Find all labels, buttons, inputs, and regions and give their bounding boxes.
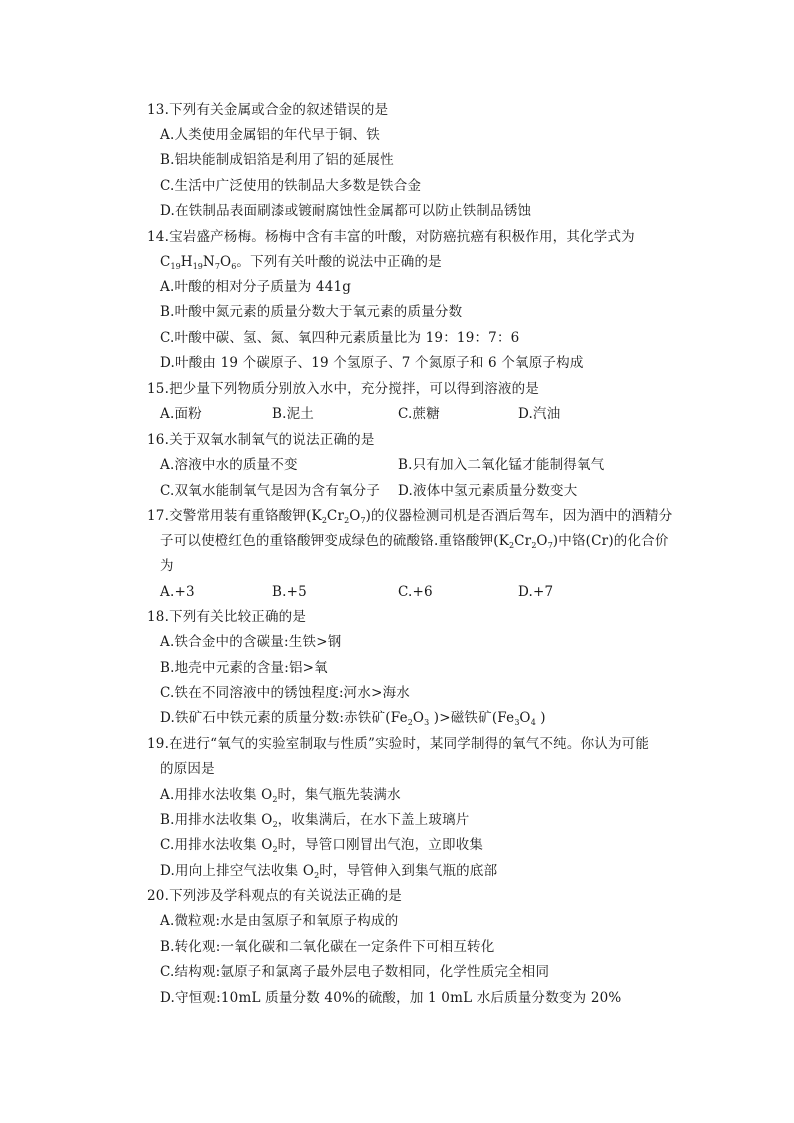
- q19d-sub: 2: [314, 871, 320, 880]
- question-20-option-d: D.守恒观:10mL 质量分数 40%的硫酸，加 1 0mL 水后质量分数变为 20%: [160, 990, 622, 1006]
- question-15-option-a: A.面粉: [160, 406, 202, 422]
- q17-sub-o: 7: [360, 516, 366, 525]
- question-16-option-d: D.液体中氢元素质量分数变大: [398, 483, 578, 499]
- question-13-option-a: A.人类使用金属铝的年代早于铜、铁: [160, 127, 380, 143]
- question-19-stem: 19.在进行“氧气的实验室制取与性质”实验时，某同学制得的氧气不纯。你认为可能: [147, 736, 650, 752]
- q18d-text-b: O: [412, 710, 425, 726]
- formula-o: O: [220, 254, 232, 270]
- q17-text-a: 17.交警常用装有重铬酸钾(K: [147, 508, 322, 524]
- question-16-stem: 16.关于双氧水制氧气的说法正确的是: [147, 432, 375, 448]
- q18d-sub-2: 3: [424, 718, 430, 727]
- q17-line2-cr: Cr: [514, 533, 532, 549]
- formula-h: H: [180, 254, 193, 270]
- question-20-option-a: A.微粒观:水是由氢原子和氧原子构成的: [160, 913, 399, 929]
- q17-text-d: )的仪器检测司机是否酒后驾车，因为酒中的酒精分: [365, 508, 673, 524]
- question-17-option-c: C.+6: [398, 584, 433, 600]
- q17-line2-sub-k: 2: [509, 541, 515, 550]
- q17-sub-k: 2: [321, 516, 327, 525]
- q19a-text-b: 时，集气瓶先装满水: [277, 787, 401, 803]
- formula-o-sub: 6: [231, 262, 237, 271]
- question-15-option-c: C.蔗糖: [398, 406, 440, 422]
- question-18-option-b: B.地壳中元素的含量:铝>氧: [160, 660, 328, 676]
- question-16-option-b: B.只有加入二氧化锰才能制得氧气: [398, 457, 605, 473]
- question-18-option-c: C.铁在不同溶液中的锈蚀程度:河水>海水: [160, 685, 410, 701]
- q17-sub-cr: 2: [344, 516, 350, 525]
- q17-line2-sub-cr: 2: [531, 541, 537, 550]
- question-14-option-c: C.叶酸中碳、氢、氮、氧四种元素质量比为 19：19：7：6: [160, 330, 520, 346]
- question-18-option-a: A.铁合金中的含碳量:生铁>钢: [160, 634, 342, 650]
- formula-n-sub: 7: [214, 262, 220, 271]
- q18d-sub-1: 2: [407, 718, 413, 727]
- q18d-text-d: O: [519, 710, 531, 726]
- formula-c-sub: 19: [170, 262, 181, 271]
- question-15-option-b: B.泥土: [272, 406, 315, 422]
- question-17-option-a: A.+3: [160, 584, 195, 600]
- question-19-option-a: [160, 786, 401, 806]
- formula-n: N: [202, 254, 215, 270]
- question-14-stem: 14.宝岩盛产杨梅。杨梅中含有丰富的叶酸，对防癌抗癌有积极作用，其化学式为: [147, 229, 635, 245]
- question-16-option-c: C.双氧水能制氧气是因为含有氧分子: [160, 483, 381, 499]
- q17-line2-o: O: [536, 533, 548, 549]
- q19c-text-a: C.用排水法收集 O: [160, 837, 273, 853]
- question-13-option-b: B.铝块能制成铝箔是利用了铝的延展性: [160, 152, 394, 168]
- q19b-sub: 2: [272, 820, 278, 829]
- q17-line2-sub-o: 7: [547, 541, 553, 550]
- q19a-text-a: A.用排水法收集 O: [160, 787, 273, 803]
- question-19-option-b: [160, 811, 469, 831]
- question-15-stem: 15.把少量下列物质分别放入水中，充分搅拌，可以得到溶液的是: [147, 381, 539, 397]
- question-16-option-a: A.溶液中水的质量不变: [160, 457, 298, 473]
- question-20-option-c: C.结构观:氩原子和氯离子最外层电子数相同，化学性质完全相同: [160, 964, 550, 980]
- question-14-option-b: B.叶酸中氮元素的质量分数大于氧元素的质量分数: [160, 304, 463, 320]
- question-17-option-d: D.+7: [518, 584, 554, 600]
- q19d-text-a: D.用向上排空气法收集 O: [160, 863, 315, 879]
- q18d-text-e: ): [535, 710, 546, 726]
- question-17-option-b: B.+5: [272, 584, 307, 600]
- formula-tail: 。下列有关叶酸的说法中正确的是: [236, 254, 442, 270]
- question-18-stem: 18.下列有关比较正确的是: [147, 609, 307, 625]
- question-19-option-d: [160, 862, 497, 882]
- question-13-option-c: C.生活中广泛使用的铁制品大多数是铁合金: [160, 178, 422, 194]
- q18d-sub-4: 4: [530, 718, 536, 727]
- question-14-option-d: D.叶酸由 19 个碳原子、19 个氢原子、7 个氮原子和 6 个氧原子构成: [160, 355, 584, 371]
- question-20-option-b: B.转化观:一氧化碳和二氧化碳在一定条件下可相互转化: [160, 939, 495, 955]
- q19c-text-b: 时，导管口刚冒出气泡，立即收集: [277, 837, 484, 853]
- question-17-stem-line3: 为: [160, 558, 174, 574]
- question-18-option-d: [160, 709, 546, 729]
- q19c-sub: 2: [272, 845, 278, 854]
- question-20-stem: 20.下列涉及学科观点的有关说法正确的是: [147, 888, 402, 904]
- q18d-text-a: D.铁矿石中铁元素的质量分数:赤铁矿(Fe: [160, 710, 408, 726]
- q17-text-o: O: [349, 508, 361, 524]
- q17-line2-d: )中铬(Cr)的化合价: [552, 533, 669, 549]
- question-14-option-a: A.叶酸的相对分子质量为 441g: [160, 279, 352, 295]
- q19b-text-a: B.用排水法收集 O: [160, 812, 273, 828]
- q19b-text-b: ，收集满后，在水下盖上玻璃片: [277, 812, 470, 828]
- q17-line2-a: 子可以使橙红色的重铬酸钾变成绿色的硫酸铬.重铬酸钾(K: [160, 533, 510, 549]
- question-15-option-d: D.汽油: [518, 406, 561, 422]
- q19a-sub: 2: [272, 795, 278, 804]
- question-14-formula-line: [160, 253, 442, 273]
- formula-c: C: [160, 254, 171, 270]
- question-17-stem-line2: [160, 532, 669, 552]
- q18d-text-c: )>磁铁矿(Fe: [429, 710, 515, 726]
- question-13-option-d: D.在铁制品表面刷漆或镀耐腐蚀性金属都可以防止铁制品锈蚀: [160, 203, 532, 219]
- question-17-stem-line1: [147, 507, 672, 527]
- formula-h-sub: 19: [192, 262, 203, 271]
- q18d-sub-3: 3: [514, 718, 520, 727]
- q17-text-cr: Cr: [326, 508, 345, 524]
- question-19-option-c: [160, 836, 483, 856]
- question-13-stem: 13.下列有关金属或合金的叙述错误的是: [147, 102, 389, 118]
- question-19-stem-line2: 的原因是: [160, 761, 215, 777]
- q19d-text-b: 时，导管伸入到集气瓶的底部: [319, 863, 498, 879]
